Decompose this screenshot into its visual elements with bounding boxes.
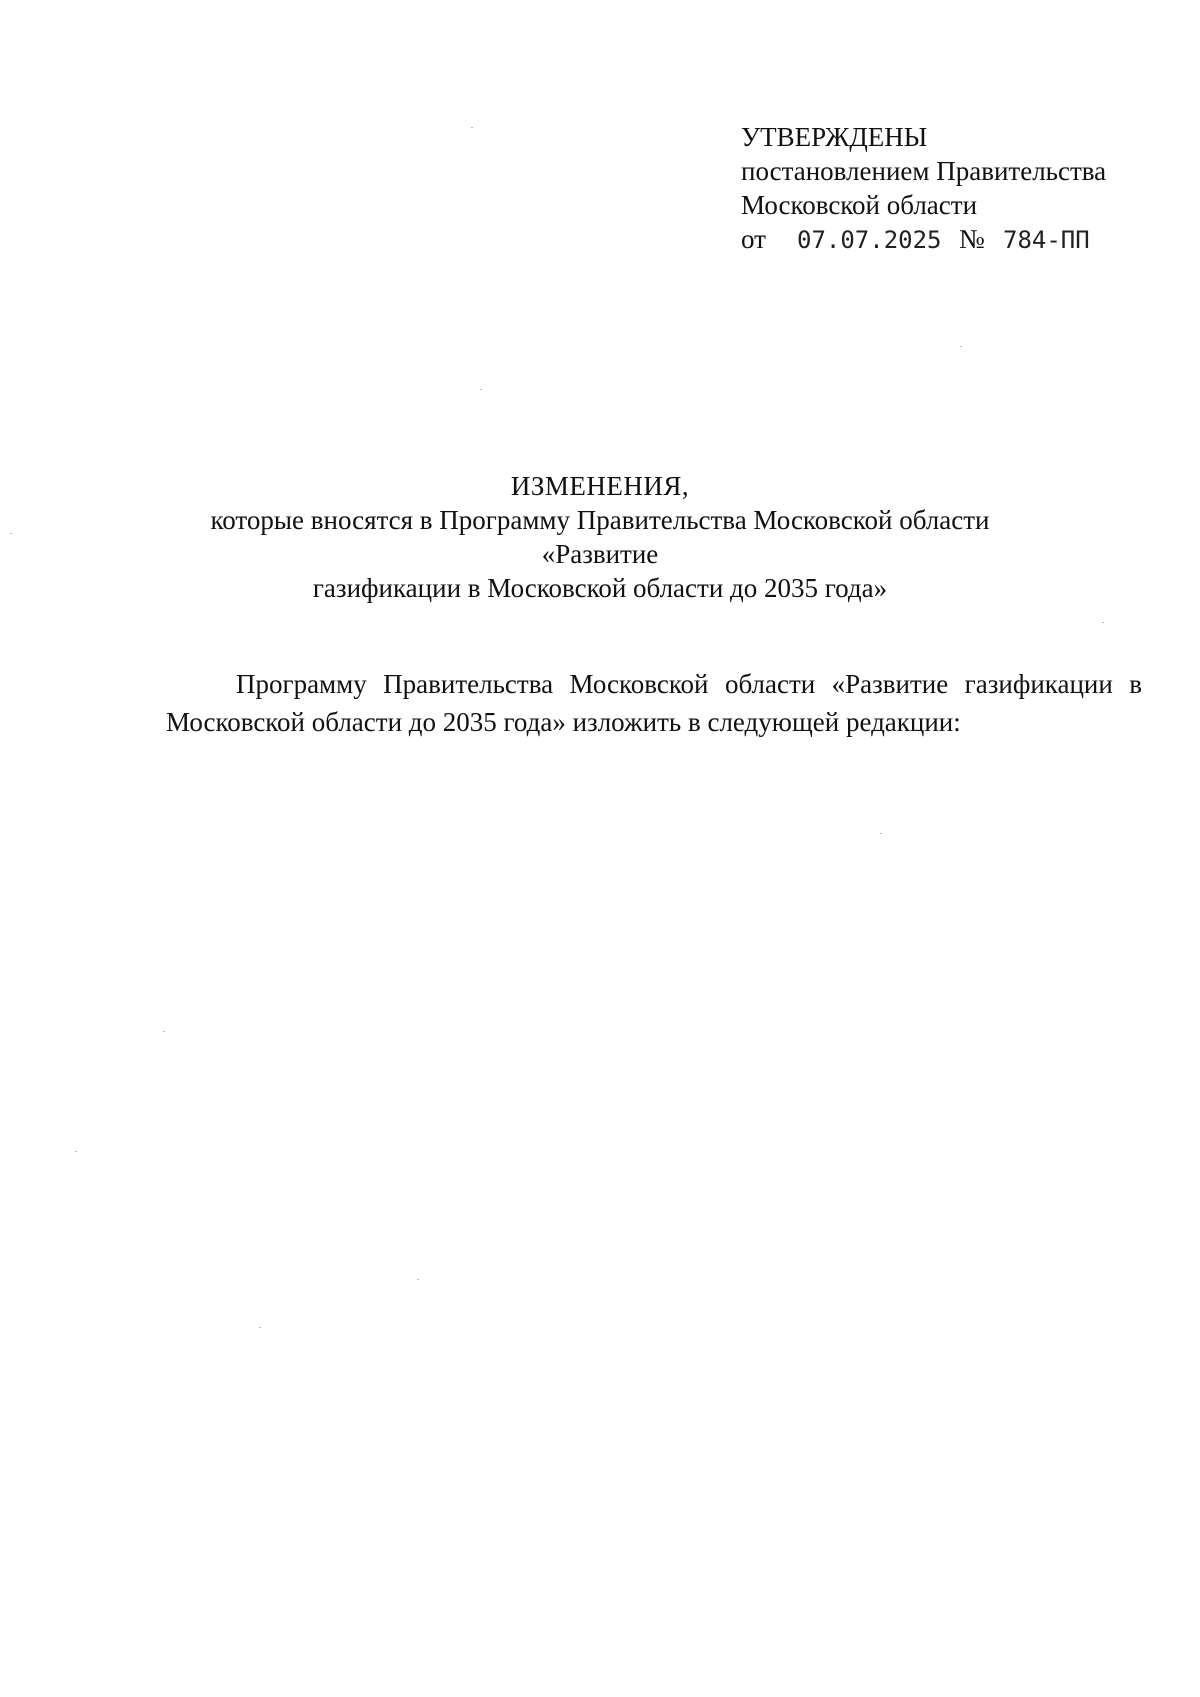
approval-block — [741, 120, 1161, 257]
heading-line-1: которые вносятся в Программу Правительства Московской области «Развитие — [210, 505, 990, 569]
heading-title: ИЗМЕНЕНИЯ, — [510, 471, 690, 501]
document-date: 07.07.2025 — [797, 226, 942, 254]
scan-speck — [1102, 622, 1104, 623]
number-sign: № — [959, 224, 985, 254]
heading-block — [150, 469, 1050, 605]
approval-line-1: постановлением Правительства — [741, 156, 1107, 186]
body-paragraph: Программу Правительства Московской области «Развитие газификации в Московской области до 2035 года» изложить в следующей редакции: — [166, 669, 1142, 737]
scan-speck — [259, 1327, 261, 1328]
heading-line-2: газификации в Московской области до 2035 года» — [312, 573, 888, 603]
scan-speck — [480, 389, 482, 390]
approval-line-2: Московской области — [741, 190, 978, 220]
approval-title: УТВЕРЖДЕНЫ — [741, 122, 928, 152]
scan-speck — [417, 1279, 419, 1280]
document-number: 784-ПП — [1003, 226, 1090, 254]
scan-speck — [880, 833, 882, 834]
scan-speck — [960, 346, 962, 347]
scan-speck — [471, 127, 473, 128]
scan-speck — [163, 1031, 165, 1032]
scan-speck — [75, 1151, 77, 1152]
scan-speck — [10, 533, 12, 534]
approval-date-line — [741, 222, 1161, 257]
date-prefix: от — [741, 224, 766, 254]
